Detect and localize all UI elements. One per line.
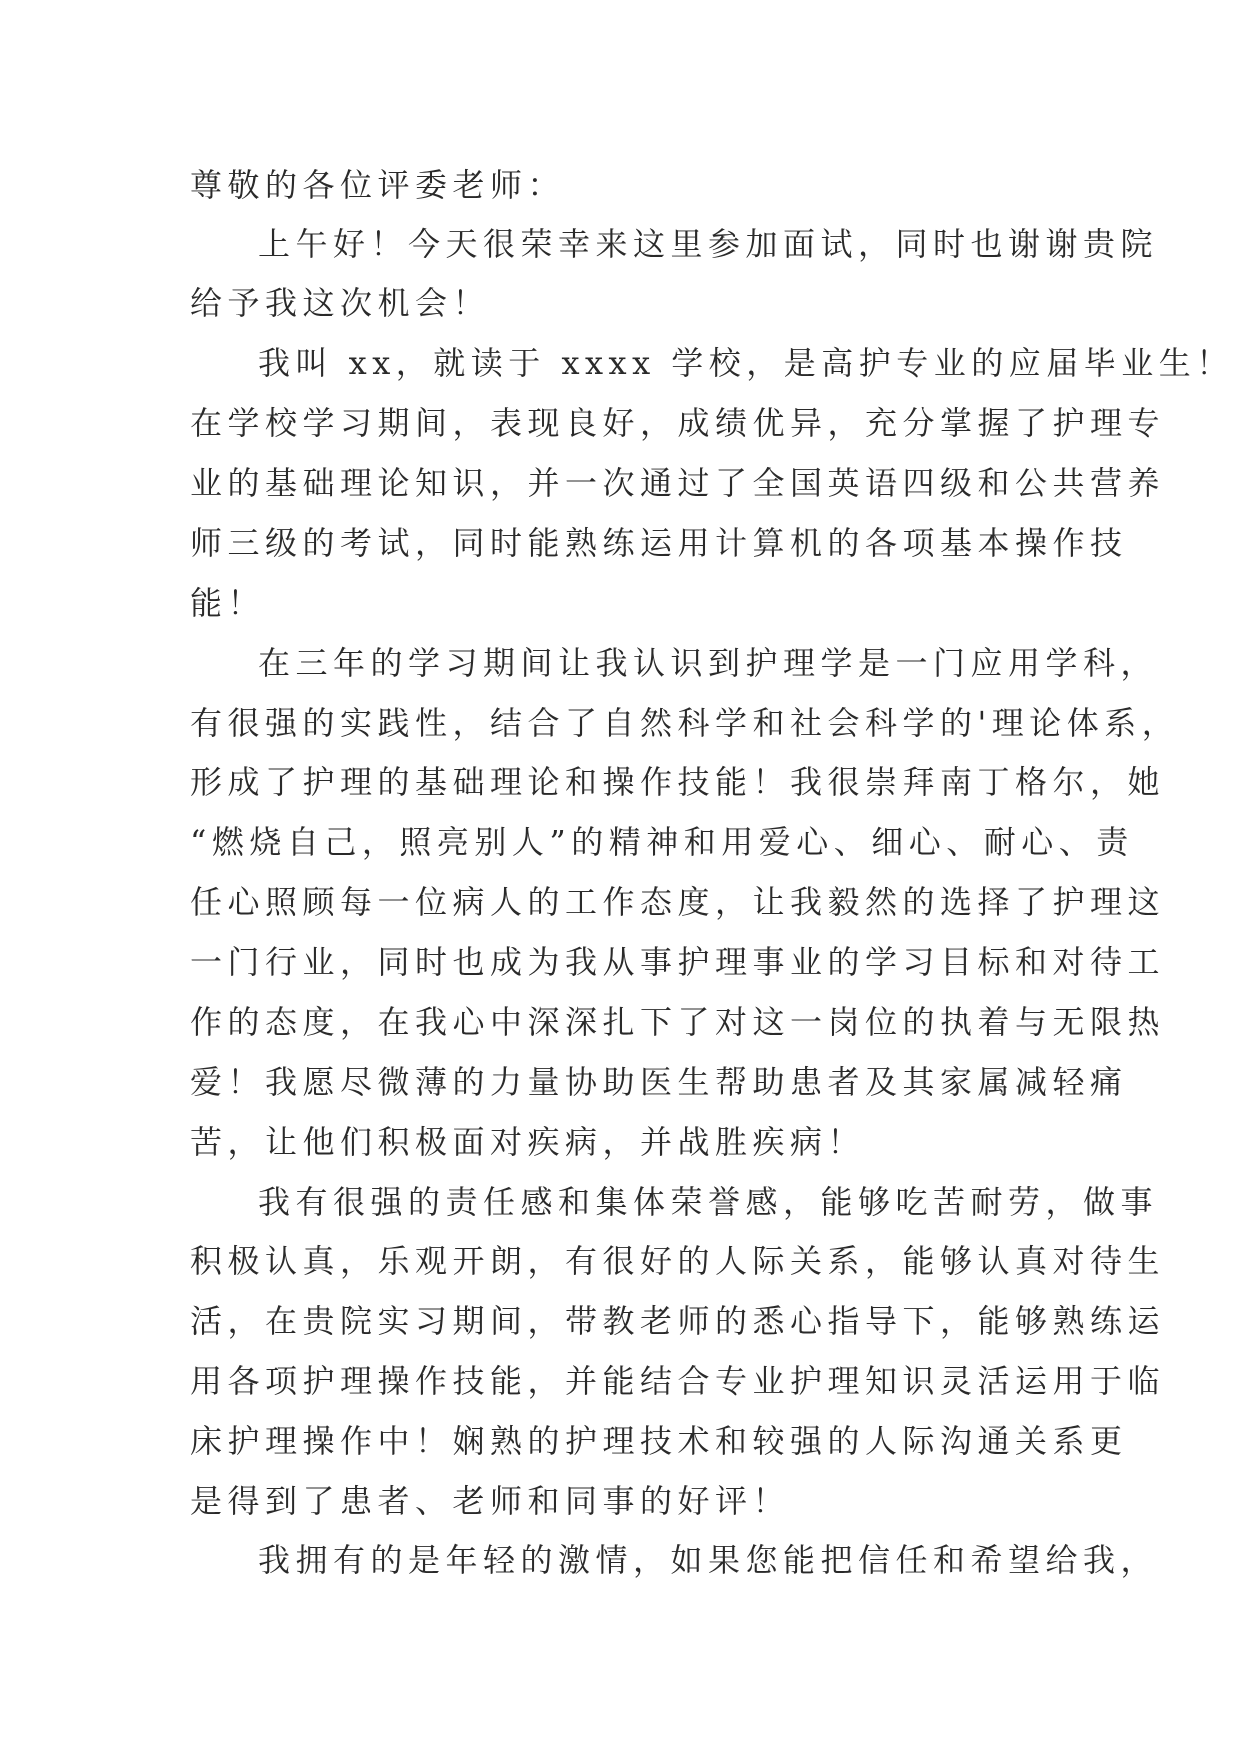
paragraph-4-line-6: 是得到了患者、老师和同事的好评！ [190,1482,791,1520]
paragraph-2-line-1: 我叫 xx，就读于 xxxx 学校，是高护专业的应届毕业生！ [258,344,1234,382]
paragraph-2-line-3: 业的基础理论知识，并一次通过了全国英语四级和公共营养 [190,464,1166,502]
paragraph-2-line-4: 师三级的考试，同时能熟练运用计算机的各项基本操作技 [190,524,1128,562]
paragraph-2-line-2: 在学校学习期间，表现良好，成绩优异，充分掌握了护理专 [190,404,1166,442]
paragraph-4-line-4: 用各项护理操作技能，并能结合专业护理知识灵活运用于临 [190,1362,1166,1400]
paragraph-4-line-2: 积极认真，乐观开朗，有很好的人际关系，能够认真对待生 [190,1242,1166,1280]
paragraph-1-line-2: 给予我这次机会！ [190,284,491,322]
paragraph-3-line-4: “燃烧自己，照亮别人”的精神和用爱心、细心、耐心、责 [190,823,1134,861]
paragraph-4-line-5: 床护理操作中！娴熟的护理技术和较强的人际沟通关系更 [190,1422,1128,1460]
paragraph-1-line-1: 上午好！今天很荣幸来这里参加面试，同时也谢谢贵院 [258,225,1159,263]
paragraph-3-line-1: 在三年的学习期间让我认识到护理学是一门应用学科， [258,644,1159,682]
paragraph-3-line-5: 任心照顾每一位病人的工作态度，让我毅然的选择了护理这 [190,883,1166,921]
paragraph-5-line-1: 我拥有的是年轻的激情，如果您能把信任和希望给我， [258,1541,1159,1579]
paragraph-3-line-7: 作的态度，在我心中深深扎下了对这一岗位的执着与无限热 [190,1003,1166,1041]
paragraph-4-line-1: 我有很强的责任感和集体荣誉感，能够吃苦耐劳，做事 [258,1183,1159,1221]
paragraph-3-line-8: 爱！我愿尽微薄的力量协助医生帮助患者及其家属减轻痛 [190,1063,1128,1101]
paragraph-2-line-5: 能！ [190,584,266,622]
paragraph-4-line-3: 活，在贵院实习期间，带教老师的悉心指导下，能够熟练运 [190,1302,1166,1340]
paragraph-3-line-2: 有很强的实践性，结合了自然科学和社会科学的'理论体系， [190,704,1180,742]
paragraph-3-line-6: 一门行业，同时也成为我从事护理事业的学习目标和对待工 [190,943,1166,981]
salutation: 尊敬的各位评委老师： [190,166,566,204]
paragraph-3-line-3: 形成了护理的基础理论和操作技能！我很崇拜南丁格尔，她 [190,763,1166,801]
paragraph-3-line-9: 苦，让他们积极面对疾病，并战胜疾病！ [190,1123,866,1161]
